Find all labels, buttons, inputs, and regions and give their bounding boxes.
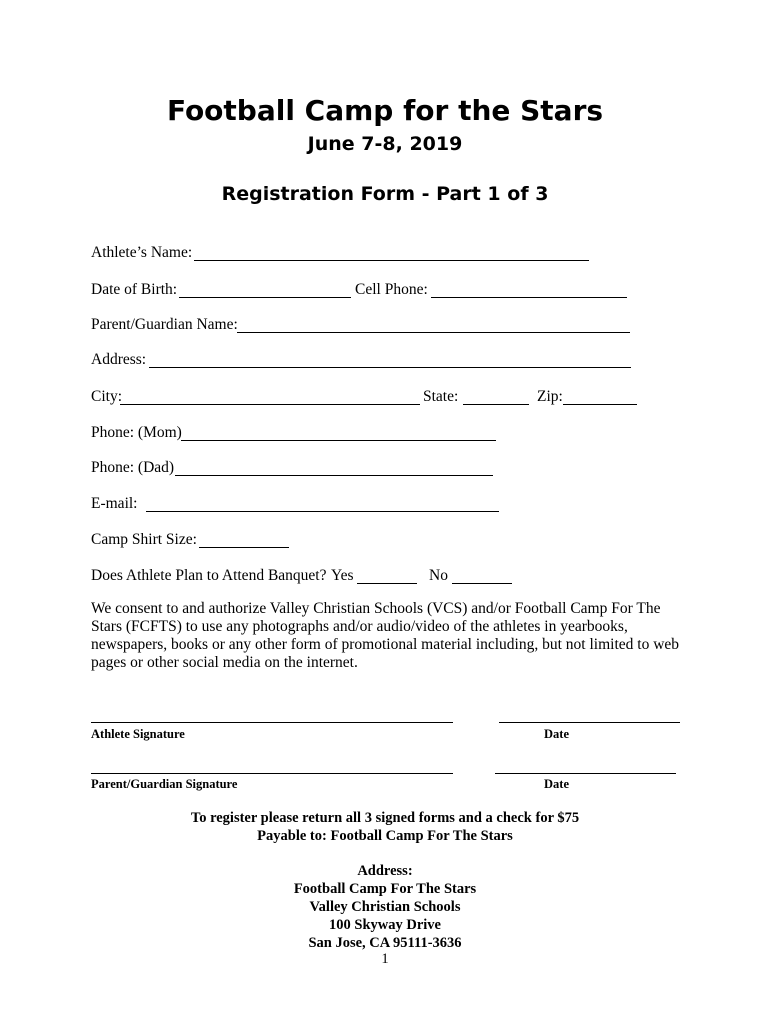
mailing-address-line1: Football Camp For The Stars (293, 881, 477, 897)
banquet-yes-field[interactable] (357, 583, 417, 584)
banquet-question: Does Athlete Plan to Attend Banquet? (91, 567, 327, 584)
dob-label: Date of Birth: (91, 281, 178, 298)
guardian-name-field[interactable] (237, 332, 630, 333)
guardian-date-line[interactable] (495, 773, 676, 774)
zip-field[interactable] (563, 404, 637, 405)
cell-phone-label: Cell Phone: (355, 281, 428, 298)
mailing-address-line2: Valley Christian Schools (309, 899, 461, 915)
banquet-row (91, 566, 516, 586)
page-number: 1 (381, 951, 389, 967)
city-label: City: (91, 388, 123, 405)
athlete-signature-label: Athlete Signature (91, 727, 185, 741)
form-part-heading: Registration Form - Part 1 of 3 (221, 183, 549, 205)
dob-field[interactable] (179, 297, 351, 298)
state-label: State: (423, 388, 459, 405)
athlete-name-row (91, 243, 601, 263)
phone-mom-label: Phone: (Mom) (91, 424, 182, 441)
banquet-no-field[interactable] (452, 583, 512, 584)
guardian-date-label: Date (544, 777, 569, 791)
form-title-main: Football Camp for the Stars (166, 94, 604, 127)
phone-dad-row (91, 458, 501, 478)
banquet-yes-label: Yes (331, 567, 354, 584)
phone-mom-field[interactable] (181, 440, 496, 441)
city-state-zip-row (91, 387, 641, 407)
athlete-name-label: Athlete’s Name: (91, 244, 193, 261)
shirt-size-field[interactable] (199, 547, 289, 548)
address-row (91, 350, 636, 370)
cell-phone-field[interactable] (431, 297, 627, 298)
event-dates: June 7-8, 2019 (307, 133, 463, 155)
guardian-signature-line[interactable] (91, 773, 453, 774)
guardian-name-label: Parent/Guardian Name: (91, 316, 238, 333)
zip-label: Zip: (537, 388, 563, 405)
payable-to: Payable to: Football Camp For The Stars (257, 828, 513, 844)
consent-paragraph: We consent to and authorize Valley Christian Schools (VCS) and/or Football Camp For The Stars (FCFTS) to use any photographs and/or audio/video of the athletes in yearbooks, newspapers, books or any other form of promotional material including, but not limited to web pages or other social media on the internet. (91, 600, 680, 671)
address-field[interactable] (149, 367, 631, 368)
athlete-name-field[interactable] (194, 260, 589, 261)
shirt-size-row (91, 530, 296, 550)
athlete-date-line[interactable] (499, 722, 680, 723)
dob-cell-row (91, 280, 631, 300)
email-row (91, 494, 503, 514)
phone-mom-row (91, 423, 501, 443)
email-field[interactable] (146, 511, 499, 512)
mailing-address-line4: San Jose, CA 95111-3636 (308, 935, 462, 951)
guardian-signature-label: Parent/Guardian Signature (91, 777, 238, 791)
email-label: E-mail: (91, 495, 138, 512)
city-field[interactable] (120, 404, 420, 405)
address-label: Address: (91, 351, 147, 368)
guardian-name-row (91, 315, 636, 335)
mailing-address-line3: 100 Skyway Drive (329, 917, 441, 933)
banquet-no-label: No (429, 567, 448, 584)
register-instructions: To register please return all 3 signed forms and a check for $75 (190, 810, 580, 826)
phone-dad-label: Phone: (Dad) (91, 459, 175, 476)
phone-dad-field[interactable] (175, 475, 493, 476)
athlete-date-label: Date (544, 727, 569, 741)
shirt-size-label: Camp Shirt Size: (91, 531, 197, 548)
athlete-signature-line[interactable] (91, 722, 453, 723)
state-field[interactable] (463, 404, 529, 405)
mailing-address-heading: Address: (357, 863, 413, 879)
